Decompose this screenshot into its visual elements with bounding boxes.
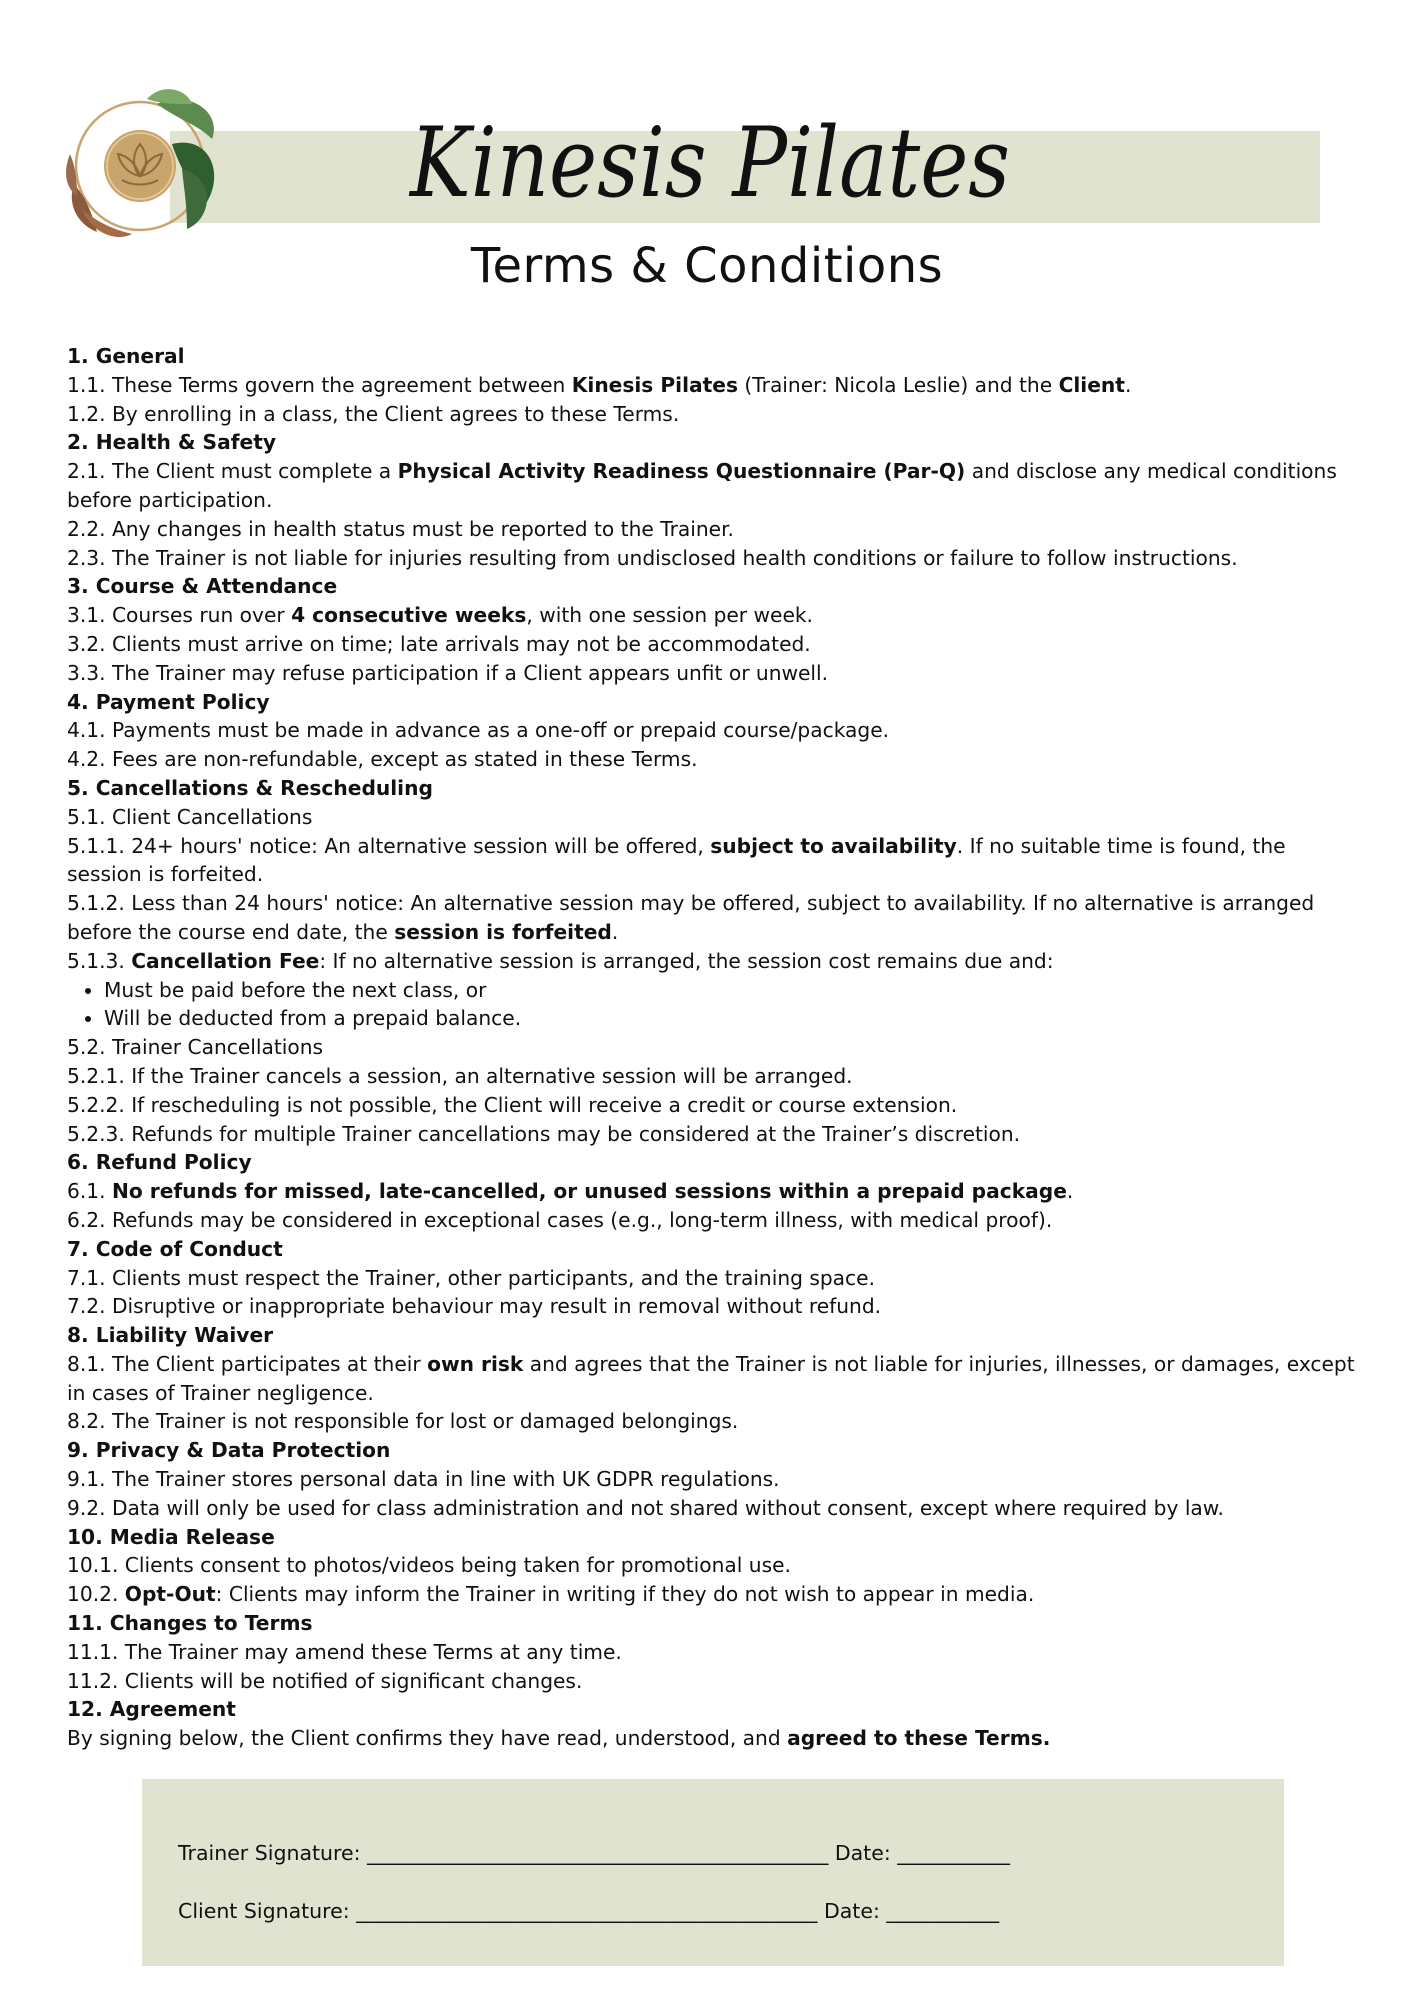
clause-segment: . (1124, 372, 1132, 397)
clause-segment: and disclose any medical conditions before participation. (67, 459, 1337, 512)
clause-segment: 5.2.3. Refunds for multiple Trainer cancellations may be considered at the Trainer’s discretion. (67, 1121, 1021, 1146)
section-heading: 1. General (67, 344, 185, 368)
clause-segment: 5.1. Client Cancellations (67, 804, 313, 829)
section-heading: 11. Changes to Terms (67, 1611, 313, 1636)
clause-segment: : Clients may inform the Trainer in writing if they do not wish to appear in media. (215, 1582, 1035, 1607)
section-heading: 9. Privacy & Data Protection (67, 1438, 391, 1463)
clause-emphasis: Physical Activity Readiness Questionnaire (Par-Q) (397, 459, 966, 484)
clause-segment: and agrees that the Trainer is not liable for injuries, illnesses, or damages, except in cases of Trainer negligence. (67, 1351, 1355, 1405)
section-heading: 8. Liability Waiver (67, 1323, 274, 1348)
clause-segment: 4.2. Fees are non-refundable, except as stated in these Terms. (67, 747, 698, 772)
clause-segment: 7.2. Disruptive or inappropriate behaviour may result in removal without refund. (67, 1294, 882, 1319)
clause-text (67, 889, 1357, 947)
clause-text (67, 1177, 1357, 1206)
clause-text (67, 1580, 1357, 1609)
clause-text (67, 659, 1357, 688)
clause-segment: : If no alternative session is arranged, the session cost remains due and: (319, 948, 1054, 973)
clause-segment: 1.1. These Terms govern the agreement between (67, 372, 572, 397)
clause-segment: 5.1.3. (67, 948, 132, 973)
clause-text (67, 1292, 1357, 1321)
clause-segment: 6.1. (67, 1179, 112, 1204)
clause-text (67, 716, 1357, 745)
clause-text (67, 601, 1357, 630)
clause-text (67, 1551, 1357, 1580)
clause-emphasis: No refunds for missed, late-cancelled, or unused sessions within a prepaid package (111, 1179, 1067, 1204)
clause-text (67, 947, 1357, 976)
section-heading: 5. Cancellations & Rescheduling (67, 775, 433, 800)
clause-emphasis: Client (1058, 372, 1125, 397)
clause-segment: 11.1. The Trainer may amend these Terms at any time. (67, 1639, 622, 1664)
clause-emphasis: session is forfeited (394, 919, 612, 944)
clause-text (67, 1062, 1357, 1091)
clause-segment: 2.3. The Trainer is not liable for injuries resulting from undisclosed health conditions or failure to follow instructions. (67, 545, 1238, 570)
section-heading: 6. Refund Policy (67, 1150, 252, 1175)
clause-segment: 6.2. Refunds may be considered in exceptional cases (e.g., long-term illness, with medical proof). (67, 1207, 1053, 1232)
clause-emphasis: agreed to these Terms. (787, 1726, 1051, 1751)
clause-segment: 10.2. (67, 1582, 125, 1607)
client-signature-line[interactable]: Client Signature: _____________________________________________ Date: ___________ (178, 1899, 1000, 1923)
clause-segment: 2.1. The Client must complete a (67, 459, 398, 484)
signature-box (142, 1779, 1284, 1966)
clause-text (67, 1465, 1357, 1494)
clause-emphasis: Cancellation Fee (131, 948, 320, 973)
page-title: Terms & Conditions (470, 238, 944, 294)
clause-segment: 9.1. The Trainer stores personal data in line with UK GDPR regulations. (67, 1467, 780, 1492)
clause-segment: 3.2. Clients must arrive on time; late arrivals may not be accommodated. (67, 631, 811, 656)
brand-name: Kinesis Pilates (408, 107, 1010, 219)
clause-emphasis: own risk (427, 1351, 524, 1376)
clause-segment: 8.1. The Client participates at their (67, 1351, 428, 1376)
clause-segment: . (1066, 1179, 1074, 1204)
clause-segment: 5.2.2. If rescheduling is not possible, the Client will receive a credit or course extension. (67, 1092, 958, 1117)
clause-text (67, 544, 1357, 573)
section-heading: 4. Payment Policy (67, 689, 270, 714)
clause-text (67, 1667, 1357, 1696)
clause-segment: 5.2. Trainer Cancellations (67, 1035, 324, 1060)
bullet-item: • Will be deducted from a prepaid balance. (104, 1004, 1357, 1033)
clause-segment: 1.2. By enrolling in a class, the Client agrees to these Terms. (67, 401, 680, 426)
terms-content (67, 342, 1357, 1753)
clause-segment: 8.2. The Trainer is not responsible for lost or damaged belongings. (67, 1409, 739, 1434)
clause-segment: . (611, 919, 619, 944)
clause-text (67, 1120, 1357, 1149)
clause-segment: , with one session per week. (526, 603, 813, 628)
section-heading: 10. Media Release (67, 1524, 275, 1549)
clause-segment: . If no suitable time is found, the session is forfeited. (67, 833, 1286, 887)
clause-segment: 7.1. Clients must respect the Trainer, other participants, and the training space. (67, 1265, 875, 1290)
clause-segment: 2.2. Any changes in health status must be reported to the Trainer. (67, 516, 734, 541)
clause-text (67, 400, 1357, 429)
clause-segment: (Trainer: Nicola Leslie) and the (737, 372, 1059, 397)
clause-text (67, 1264, 1357, 1293)
clause-text (67, 1494, 1357, 1523)
clause-segment: 10.1. Clients consent to photos/videos being taken for promotional use. (67, 1553, 791, 1578)
section-heading: 12. Agreement (67, 1697, 236, 1722)
brand-script-wordmark (400, 86, 1020, 256)
bullet-item: • Must be paid before the next class, or (104, 976, 1357, 1005)
lotus-wreath-logo-icon (62, 84, 222, 242)
clause-text (67, 803, 1357, 832)
clause-segment: By signing below, the Client confirms they have read, understood, and (67, 1726, 788, 1751)
clause-segment: 3.1. Courses run over (67, 603, 292, 628)
clause-segment: 3.3. The Trainer may refuse participation if a Client appears unfit or unwell. (67, 660, 829, 685)
trainer-signature-line[interactable]: Trainer Signature: _____________________________________________ Date: ___________ (178, 1841, 1011, 1865)
clause-segment: 5.2.1. If the Trainer cancels a session, an alternative session will be arranged. (67, 1063, 853, 1088)
clause-segment: 11.2. Clients will be notified of significant changes. (67, 1668, 583, 1693)
clause-text (67, 1350, 1357, 1408)
bullet-list (67, 976, 1357, 1034)
clause-text (67, 371, 1357, 400)
clause-emphasis: subject to availability (710, 833, 957, 858)
clause-text (67, 745, 1357, 774)
clause-text (67, 1206, 1357, 1235)
clause-text (67, 1724, 1357, 1753)
clause-emphasis: Kinesis Pilates (571, 372, 738, 397)
clause-text (67, 1407, 1357, 1436)
clause-text (67, 1091, 1357, 1120)
clause-text (67, 1033, 1357, 1062)
clause-text (67, 1638, 1357, 1667)
section-heading: 3. Course & Attendance (67, 574, 338, 599)
clause-text (67, 515, 1357, 544)
clause-emphasis: 4 consecutive weeks (291, 603, 527, 628)
clause-emphasis: Opt-Out (124, 1582, 216, 1607)
section-heading: 2. Health & Safety (67, 430, 277, 455)
clause-segment: 4.1. Payments must be made in advance as a one-off or prepaid course/package. (67, 718, 890, 743)
clause-text (67, 630, 1357, 659)
clause-segment: 9.2. Data will only be used for class administration and not shared without consent, except where required by law. (67, 1495, 1224, 1520)
clause-segment: 5.1.1. 24+ hours' notice: An alternative session will be offered, (67, 833, 711, 858)
section-heading: 7. Code of Conduct (67, 1236, 283, 1261)
clause-segment: 5.1.2. Less than 24 hours' notice: An alternative session may be offered, subject to availability. If no alternative is arranged before the course end date, the (67, 891, 1315, 944)
clause-text (67, 832, 1357, 890)
clause-text (67, 457, 1357, 515)
